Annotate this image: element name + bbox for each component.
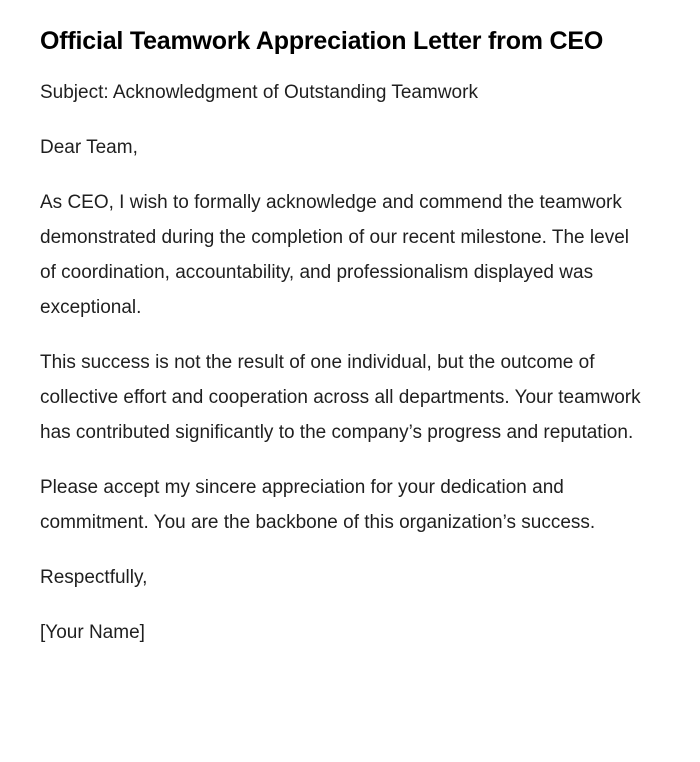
letter-paragraph-3: Please accept my sincere appreciation for your dedication and commitment. You are the backbone of this organization’s success.: [40, 477, 596, 533]
letter-document: [40, 24, 650, 670]
letter-paragraph-2: This success is not the result of one individual, but the outcome of collective effort and cooperation across all departments. Your teamwork has contributed significantly to the company’s progress and reputation.: [40, 352, 641, 443]
letter-title: Official Teamwork Appreciation Letter from CEO: [40, 27, 604, 55]
letter-salutation: Dear Team,: [40, 137, 138, 158]
letter-closing: Respectfully,: [40, 567, 148, 588]
letter-subject: Subject: Acknowledgment of Outstanding Teamwork: [40, 82, 478, 103]
letter-signature: [Your Name]: [40, 622, 145, 643]
letter-paragraph-1: As CEO, I wish to formally acknowledge and commend the teamwork demonstrated during the completion of our recent milestone. The level of coordination, accountability, and professionalism displayed was exceptional.: [40, 192, 629, 318]
